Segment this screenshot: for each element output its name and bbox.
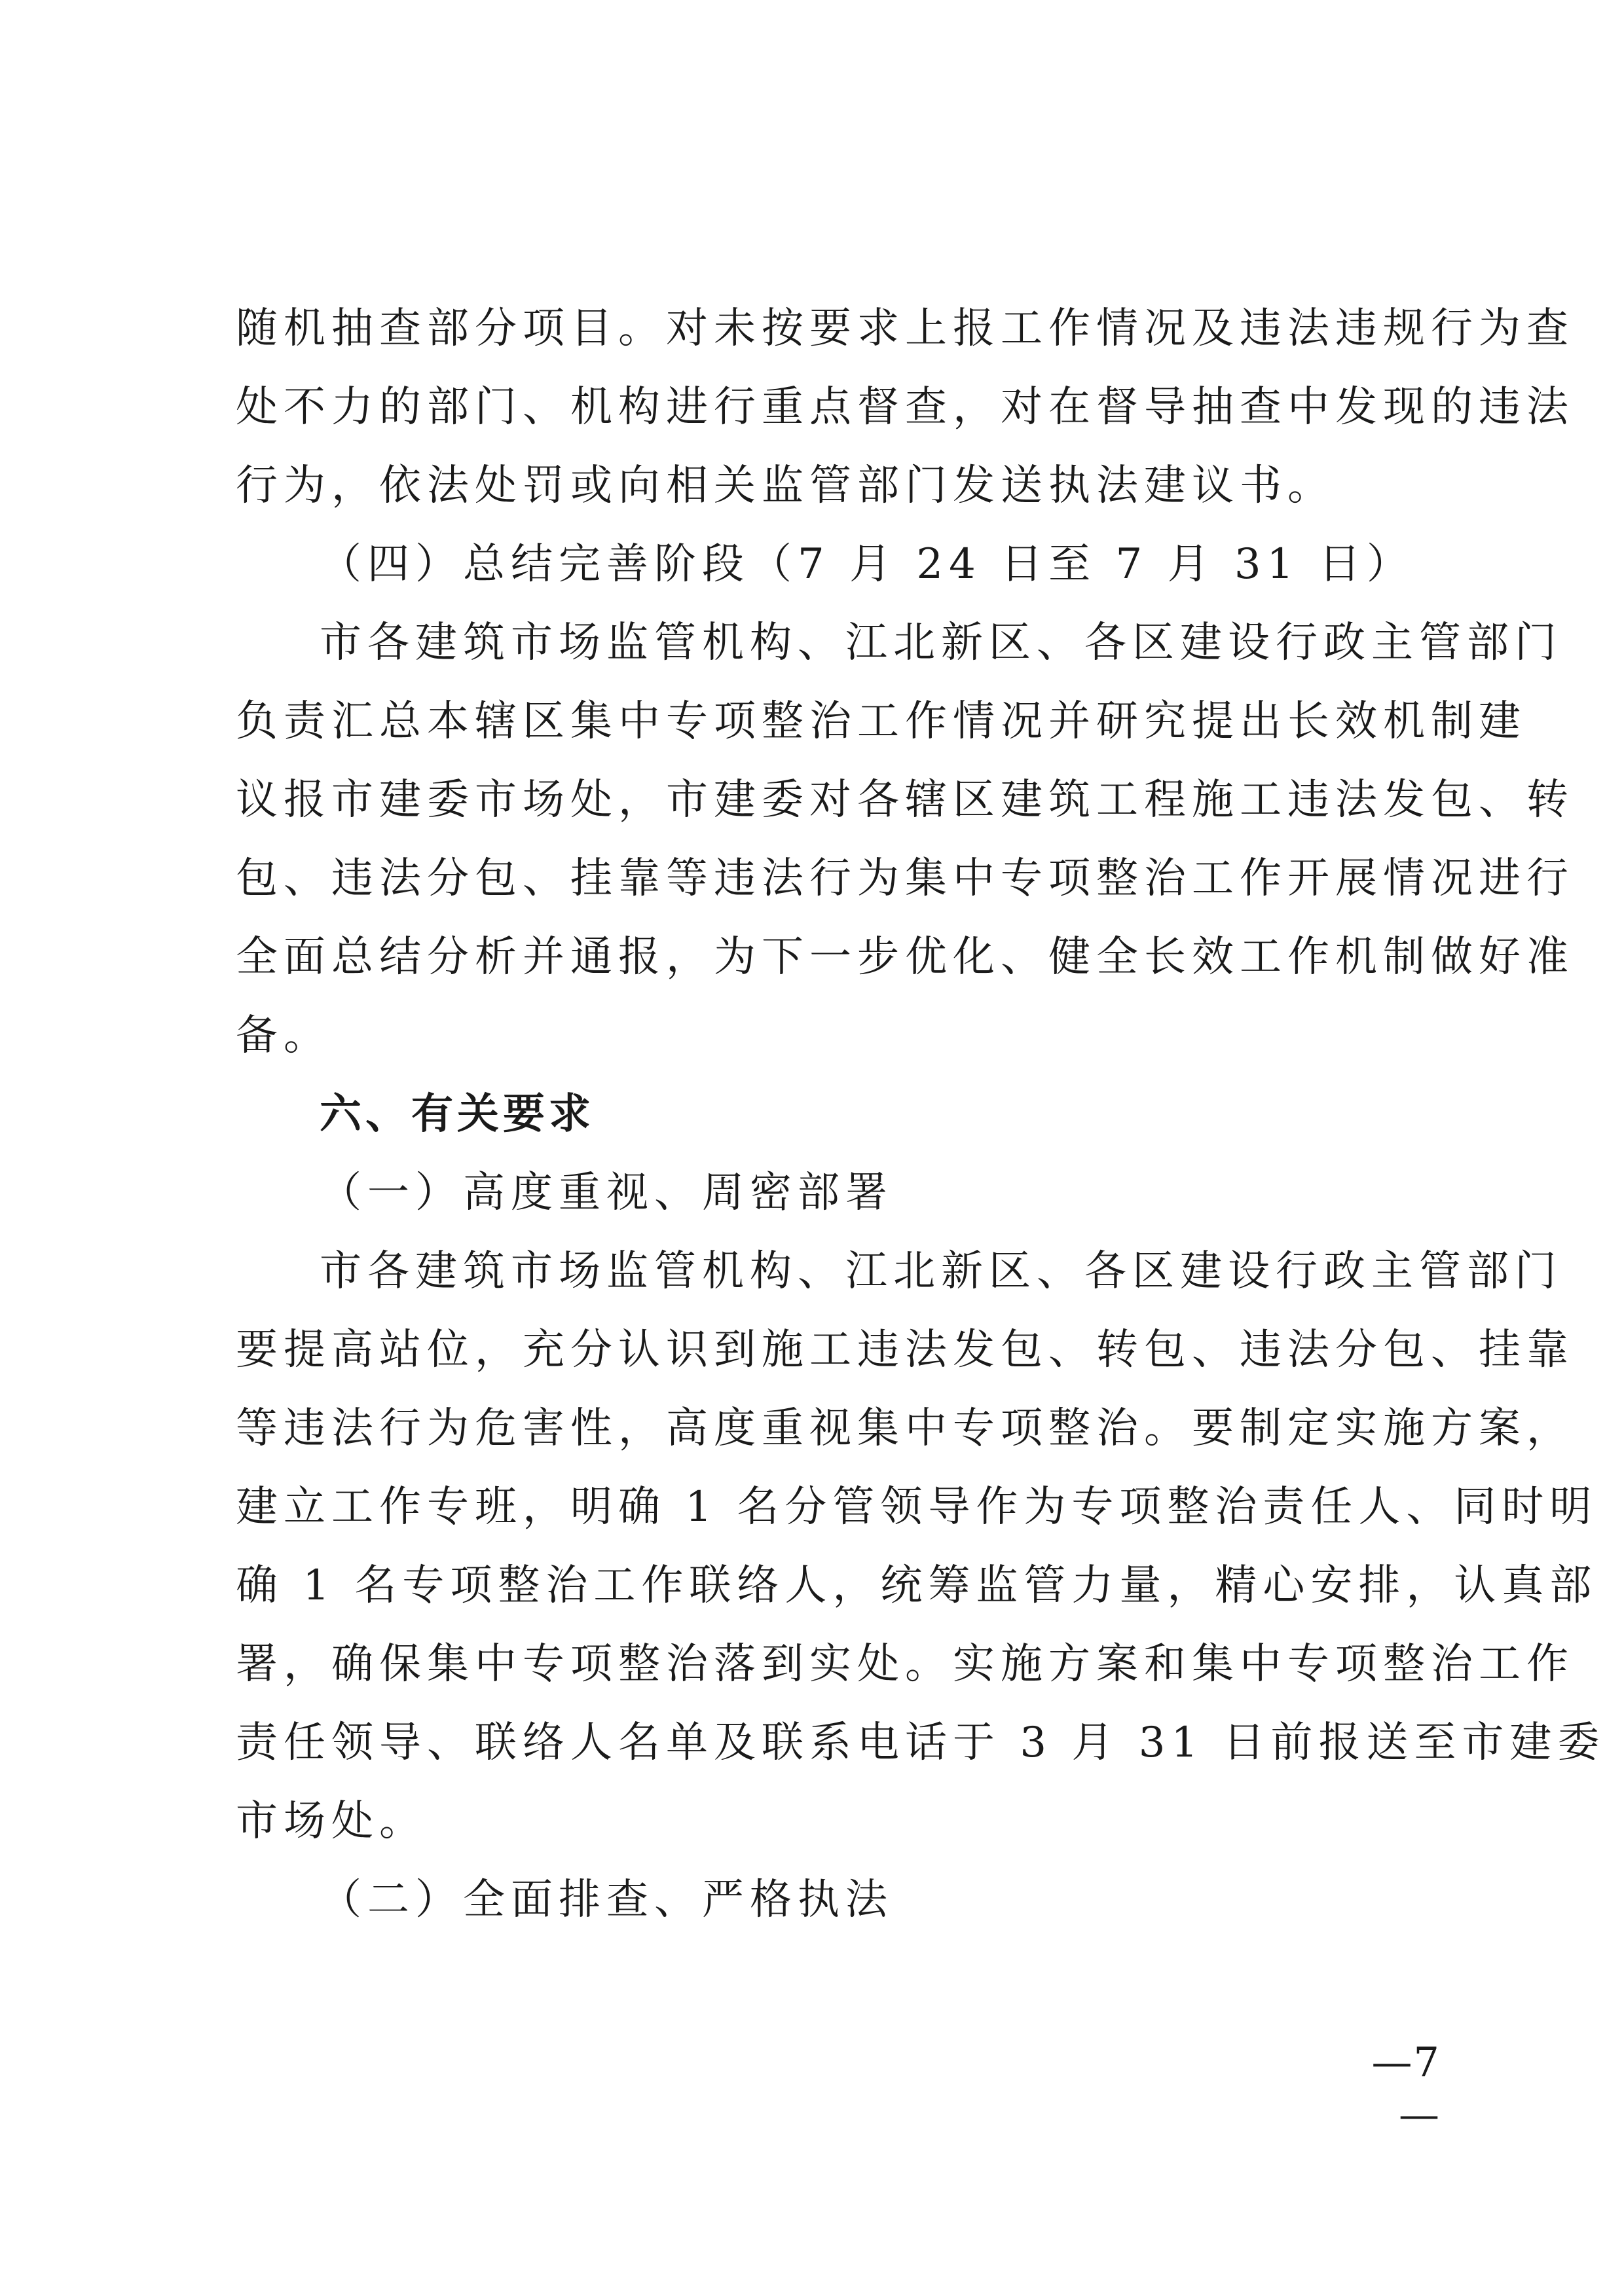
body-line-15: 等违法行为危害性，高度重视集中专项整治。要制定实施方案， [236, 1404, 1574, 1453]
subsection-heading-1: （一）高度重视、周密部署 [320, 1169, 893, 1217]
body-line-5: 市各建筑市场监管机构、江北新区、各区建设行政主管部门 [320, 619, 1562, 667]
body-line-7: 议报市建委市场处，市建委对各辖区建筑工程施工违法发包、转 [236, 776, 1574, 824]
body-line-13: 市各建筑市场监管机构、江北新区、各区建设行政主管部门 [320, 1247, 1562, 1296]
page-number: —7— [1371, 2038, 1441, 2138]
body-line-6: 负责汇总本辖区集中专项整治工作情况并研究提出长效机制建 [236, 697, 1526, 746]
body-line-3: 行为，依法处罚或向相关监管部门发送执法建议书。 [236, 462, 1335, 510]
body-line-9: 全面总结分析并通报，为下一步优化、健全长效工作机制做好准 [236, 933, 1574, 981]
body-line-2: 处不力的部门、机构进行重点督查，对在督导抽查中发现的违法 [236, 383, 1574, 431]
section-heading-6: 六、有关要求 [320, 1090, 595, 1139]
body-line-18: 署，确保集中专项整治落到实处。实施方案和集中专项整治工作 [236, 1640, 1574, 1688]
body-line-10: 备。 [236, 1011, 331, 1060]
body-line-16: 建立工作专班，明确 1 名分管领导作为专项整治责任人、同时明 [236, 1483, 1598, 1531]
body-line-17: 确 1 名专项整治工作联络人，统筹监管力量，精心安排，认真部 [236, 1561, 1598, 1610]
body-line-20: 市场处。 [236, 1797, 427, 1846]
body-line-8: 包、违法分包、挂靠等违法行为集中专项整治工作开展情况进行 [236, 854, 1574, 903]
body-line-19: 责任领导、联络人名单及联系电话于 3 月 31 日前报送至市建委 [236, 1719, 1606, 1767]
subsection-heading-2: （二）全面排查、严格执法 [320, 1876, 893, 1924]
body-line-1: 随机抽查部分项目。对未按要求上报工作情况及违法违规行为查 [236, 304, 1574, 353]
body-line-14: 要提高站位，充分认识到施工违法发包、转包、违法分包、挂靠 [236, 1326, 1574, 1374]
subsection-heading-4: （四）总结完善阶段（7 月 24 日至 7 月 31 日） [320, 540, 1414, 589]
